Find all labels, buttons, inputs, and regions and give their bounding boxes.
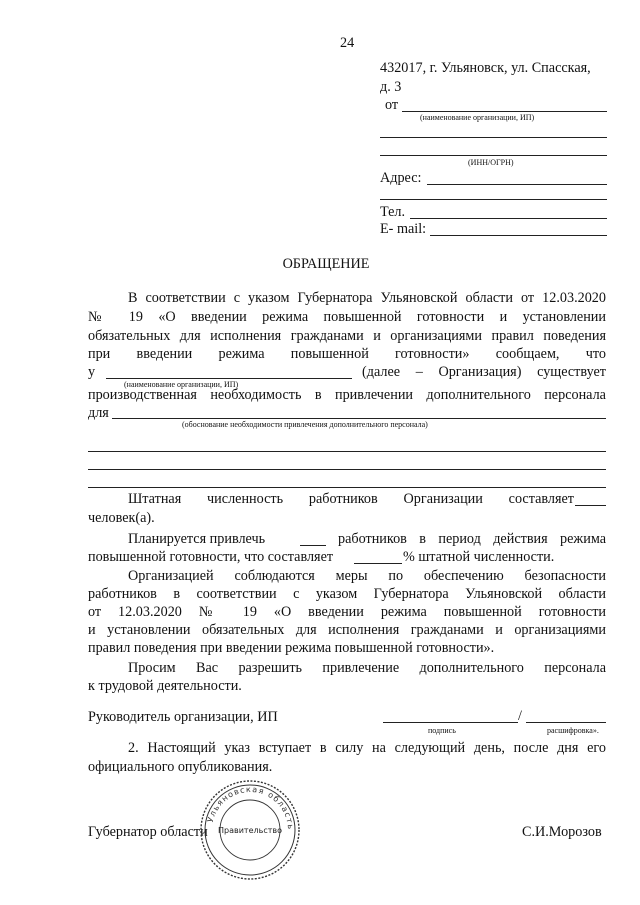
p4-line-3: от 12.03.2020 № 19 «О введении режима повышенной готовности xyxy=(88,604,606,620)
phone-field-line[interactable] xyxy=(410,218,607,219)
p1-for: для xyxy=(88,405,109,421)
org-name-field-line[interactable] xyxy=(106,378,352,379)
from-label: от xyxy=(385,97,399,113)
p4-line-4: и установлении обязательных для исполнения гражданами и организациями xyxy=(88,622,606,638)
p1-line-5-rest: (далее – Организация) существует xyxy=(362,364,606,380)
p4-line-5: правил поведения при введении режима повышенной готовности». xyxy=(88,640,495,656)
p1-line-3: обязательных для исполнения гражданами и организациями правил поведения xyxy=(88,328,606,344)
inn-field-line[interactable] xyxy=(380,155,607,156)
page-number: 24 xyxy=(340,35,355,51)
inn-caption: (ИНН/ОГРН) xyxy=(468,158,514,167)
final-clause-line-1: 2. Настоящий указ вступает в силу на следующий день, после дня его xyxy=(128,740,606,756)
p3-line-1a: Планируется привлечь xyxy=(128,531,266,547)
phone-label: Тел. xyxy=(380,204,406,220)
address-field-line[interactable] xyxy=(427,184,607,185)
p4-line-2: работников в соответствии с указом Губернатора Ульяновской области xyxy=(88,586,606,602)
justification-line-3[interactable] xyxy=(88,469,606,470)
document-title: ОБРАЩЕНИЕ xyxy=(282,256,370,272)
justification-line-4[interactable] xyxy=(88,487,606,488)
p3-line-2a: повышенной готовности, что составляет xyxy=(88,549,334,565)
address-line-1: 432017, г. Ульяновск, ул. Спасская, xyxy=(380,60,591,76)
p1-line-4: при введении режима повышенной готовности» сообщаем, что xyxy=(88,346,606,362)
p3-line-1b: работников в период действия режима xyxy=(338,531,606,547)
p5-line-2: к трудовой деятельности. xyxy=(88,678,242,694)
governor-label: Губернатор области xyxy=(88,824,208,840)
decode-caption: расшифровка». xyxy=(547,726,599,735)
p1-line-1: В соответствии с указом Губернатора Ульяновской области от 12.03.2020 xyxy=(128,290,606,306)
p2-line-1: Штатная численность работников Организации составляет xyxy=(128,491,574,507)
org-caption: (наименование организации, ИП) xyxy=(124,380,239,389)
headcount-field-line[interactable] xyxy=(575,505,606,506)
p1-line-2: № 19 «О введении режима повышенной готовности и установлении xyxy=(88,309,606,325)
justification-caption: (обоснование необходимости привлечения дополнительного персонала) xyxy=(182,420,428,429)
signature-field-line[interactable] xyxy=(383,722,518,723)
final-clause-line-2: официального опубликования. xyxy=(88,759,273,775)
governor-name: С.И.Морозов xyxy=(522,824,602,840)
p3-line-2b: % штатной численности. xyxy=(403,549,555,565)
address-field-line-2[interactable] xyxy=(380,199,607,200)
p5-line-1: Просим Вас разрешить привлечение дополнительного персонала xyxy=(128,660,606,676)
address-line-2: д. 3 xyxy=(380,79,402,95)
sign-caption: подпись xyxy=(428,726,456,735)
head-of-org-label: Руководитель организации, ИП xyxy=(88,709,278,725)
org-name-caption: (наименование организации, ИП) xyxy=(420,113,535,122)
email-field-line[interactable] xyxy=(430,235,607,236)
government-seal xyxy=(198,778,302,882)
workers-count-field-line[interactable] xyxy=(300,545,326,546)
email-label: E- mail: xyxy=(380,221,427,237)
svg-text:Правительство: Правительство xyxy=(218,826,282,835)
p1-u: у xyxy=(88,364,96,380)
p4-line-1: Организацией соблюдаются меры по обеспечению безопасности xyxy=(128,568,606,584)
p1-line-6: производственная необходимость в привлечении дополнительного персонала xyxy=(88,387,606,403)
justification-field-line[interactable] xyxy=(112,418,606,419)
from-field-line[interactable] xyxy=(402,111,607,112)
svg-text:Ульяновская область: Ульяновская область xyxy=(205,784,296,831)
decode-field-line[interactable] xyxy=(526,722,606,723)
justification-line-2[interactable] xyxy=(88,451,606,452)
address-label: Адрес: xyxy=(380,170,422,186)
percent-field-line[interactable] xyxy=(354,563,402,564)
signature-slash: / xyxy=(518,708,522,724)
org-name-line-2[interactable] xyxy=(380,137,607,138)
p2-line-2: человек(а). xyxy=(88,510,155,526)
